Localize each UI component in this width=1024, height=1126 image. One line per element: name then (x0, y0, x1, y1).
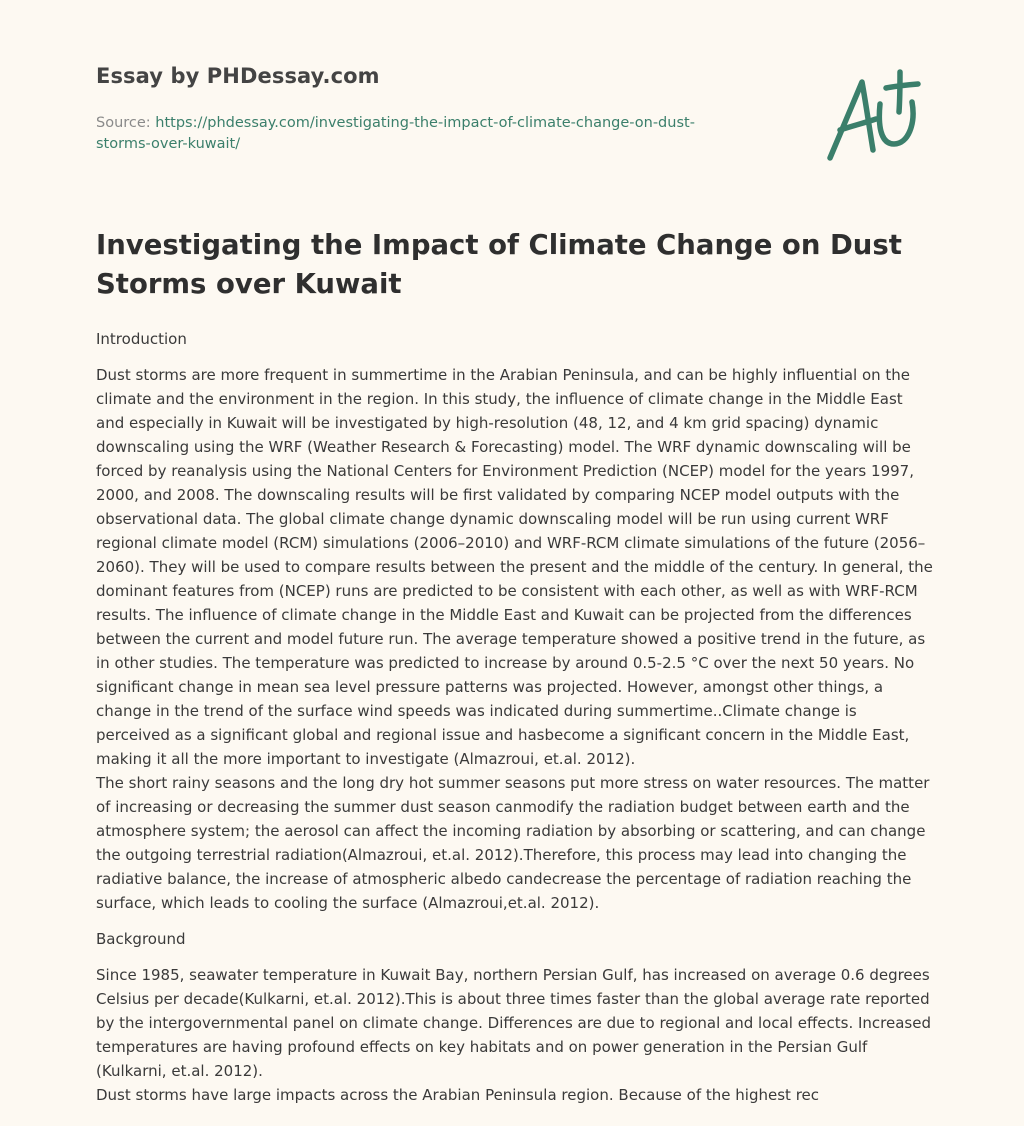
a-plus-logo-icon (820, 68, 932, 164)
section-heading-introduction: Introduction (96, 330, 187, 348)
paragraph: Dust storms are more frequent in summertime in the Arabian Peninsula, and can be highly influential on the climate and the environment in the region. In this study, the influence of climate change in the Middle East and especially in Kuwait will be investigated by high-resolution (48, 12, and 4 km grid spacing) dynamic downscaling using the WRF (Weather Research & Forecasting) model. The WRF dynamic downscaling will be forced by reanalysis using the National Centers for Environment Prediction (NCEP) model for the years 1997, 2000, and 2008. The downscaling results will be first validated by comparing NCEP model outputs with the observational data. The global climate change dynamic downscaling model will be run using current WRF regional climate model (RCM) simulations (2006–2010) and WRF-RCM climate simulations of the future (2056–2060). They will be used to compare results between the present and the middle of the century. In general, the dominant features from (NCEP) runs are predicted to be consistent with each other, as well as with WRF-RCM results. The influence of climate change in the Middle East and Kuwait can be projected from the differences between the current and model future run. The average temperature showed a positive trend in the future, as in other studies. The temperature was predicted to increase by around 0.5-2.5 °C over the next 50 years. No significant change in mean sea level pressure patterns was projected. However, amongst other things, a change in the trend of the surface wind speeds was indicated during summertime..Climate change is perceived as a significant global and regional issue and hasbecome a significant concern in the Middle East, making it all the more important to investigate (Almazroui, et.al. 2012). (96, 366, 933, 768)
document-title: Investigating the Impact of Climate Change on Dust Storms over Kuwait (96, 229, 902, 300)
paragraph: Since 1985, seawater temperature in Kuwait Bay, northern Persian Gulf, has increased on average 0.6 degrees Celsius per decade(Kulkarni, et.al. 2012).This is about three times faster than the global average rate reported by the intergovernmental panel on climate change. Differences are due to regional and local effects. Increased temperatures are having profound effects on key habitats and on power generation in the Persian Gulf (Kulkarni, et.al. 2012). (96, 966, 931, 1080)
source-link[interactable]: https://phdessay.com/investigating-the-impact-of-climate-change-on-dust-storms-over-kuwait/ (96, 115, 695, 152)
document-body (96, 327, 934, 1107)
paragraph: Dust storms have large impacts across the Arabian Peninsula region. Because of the highest rec (96, 1086, 820, 1104)
site-title: Essay by PHDessay.com (96, 64, 380, 88)
source-label: Source: (96, 115, 151, 131)
source-line (96, 113, 736, 155)
section-heading-background: Background (96, 930, 186, 948)
paragraph: The short rainy seasons and the long dry hot summer seasons put more stress on water resources. The matter of increasing or decreasing the summer dust season canmodify the radiation budget between earth and the atmosphere system; the aerosol can affect the incoming radiation by absorbing or scattering, and can change the outgoing terrestrial radiation(Almazroui, et.al. 2012).Therefore, this process may lead into changing the radiative balance, the increase of atmospheric albedo candecrease the percentage of radiation reaching the surface, which leads to cooling the surface (Almazroui,et.al. 2012). (96, 774, 930, 912)
